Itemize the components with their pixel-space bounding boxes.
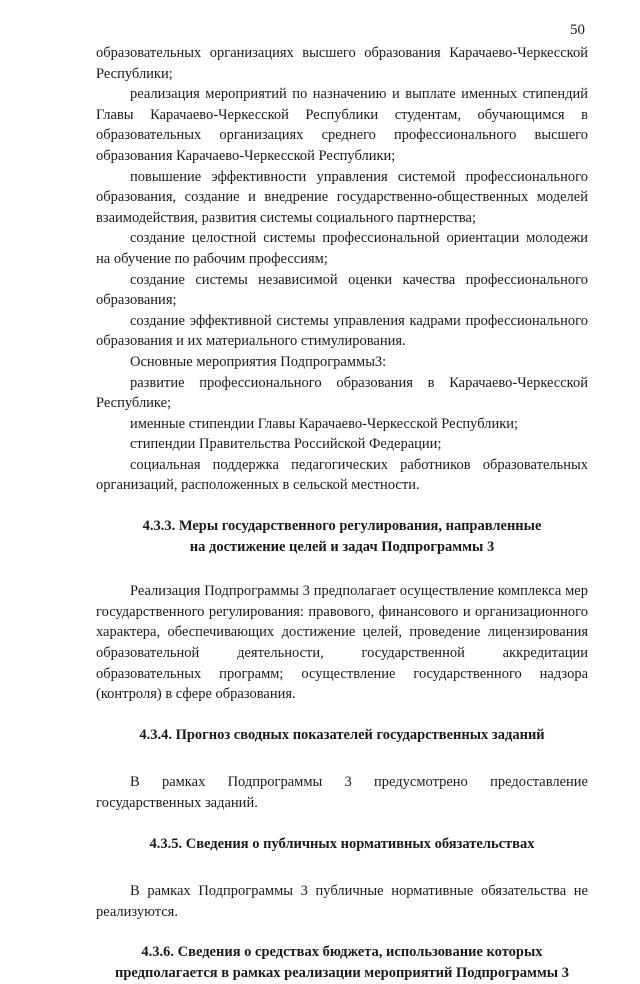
section-heading-4-3-3 <box>96 516 588 557</box>
paragraph: именные стипендии Главы Карачаево-Черкесской Республики; <box>130 415 519 432</box>
heading-line: 4.3.3. Меры государственного регулирования, направленные <box>142 518 542 535</box>
page-number: 50 <box>570 22 585 38</box>
heading-line: на достижение целей и задач Подпрограммы 3 <box>189 538 495 555</box>
section-body-4-3-4: В рамках Подпрограммы 3 предусмотрено предоставление государственных заданий. <box>96 774 588 811</box>
paragraph: реализация мероприятий по назначению и выплате именных стипендий Главы Карачаево-Черкесской Республики студентам, обучающимся в образовательных организациях среднего профессионального высшего образования Карачаево-Черкесской Республики; <box>96 86 588 164</box>
section-body-4-3-5: В рамках Подпрограммы 3 публичные нормативные обязательства не реализуются. <box>96 883 588 920</box>
paragraph: создание целостной системы профессиональной ориентации молодежи на обучение по рабочим профессиям; <box>96 230 588 267</box>
paragraph: образовательных организациях высшего образования Карачаево-Черкесской Республики; <box>96 45 588 82</box>
paragraph: развитие профессионального образования в Карачаево-Черкесской Республике; <box>96 374 588 412</box>
heading-line: предполагается в рамках реализации мероприятий Подпрограммы 3 <box>115 964 569 981</box>
section-body-4-3-3: Реализация Подпрограммы 3 предполагает осуществление комплекса мер государственного регулирования: правового, финансового и организационного характера, обеспечивающих достижение целей, проведение лицензирования образовательной деятельности, государственной аккредитации образовательных программ; осуществление государственного надзора (контроля) в сфере образования. <box>96 583 588 703</box>
document-body <box>96 43 588 984</box>
section-heading-4-3-6 <box>96 942 588 983</box>
paragraph: Основные мероприятия Подпрограммы3: <box>130 353 387 370</box>
paragraph: стипендии Правительства Российской Федерации; <box>130 436 442 453</box>
section-heading-4-3-5: 4.3.5. Сведения о публичных нормативных обязательствах <box>149 835 535 852</box>
paragraph: создание системы независимой оценки качества профессионального образования; <box>96 271 588 309</box>
paragraph: социальная поддержка педагогических работников образовательных организаций, расположенных в сельской местности. <box>96 456 588 494</box>
paragraph: повышение эффективности управления системой профессионального образования, создание и внедрение государственно-общественных моделей взаимодействия, развития системы социального партнерства; <box>96 168 588 226</box>
section-heading-4-3-4: 4.3.4. Прогноз сводных показателей государственных заданий <box>139 726 545 743</box>
heading-line: 4.3.6. Сведения о средствах бюджета, использование которых <box>141 944 543 961</box>
paragraph: создание эффективной системы управления кадрами профессионального образования и их материального стимулирования. <box>96 312 588 350</box>
